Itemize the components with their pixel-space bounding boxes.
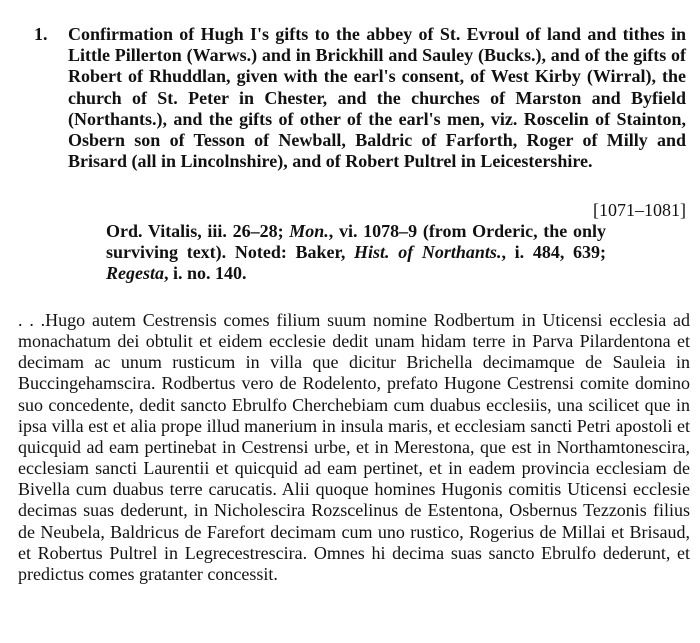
refs-hist: Hist. of Northants. bbox=[354, 242, 502, 262]
entry-number: 1. bbox=[34, 24, 48, 44]
refs-text-3: , i. 484, 639; bbox=[501, 242, 606, 262]
latin-text: . . .Hugo autem Cestrensis comes filium suum nomine Rodbertum in Uticensi ecclesia ad monachatum dei obtulit et eidem ecclesie dedit unam hidam terre in Parva Pilardentona et decimam ac unum rusticum in villa que dicitur Brichella decimamque de Sauleia in Buccingehamscira. Rodbertus vero de Rodelento, prefato Hugone Cestrensi comite domino suo concedente, dedit sancto Ebrulfo Cherchebiam cum duabus ecclesiis, una scilicet que in ipsa villa est et alia prope illud manerium in insula maris, et ecclesiam sancti Petri apostoli et quicquid ad eam pertinebat in Cestrensi urbe, et in Merestona, que est in Northamtonescira, ecclesiam sancti Laurentii et quicquid ad eam pertinet, et in eadem provincia ecclesiam de Bivella cum duabus terre carucatis. Alii quoque homines Hugonis comitis Uticensi ecclesie decimas suas dederunt, in Nicholescira Rozscelinus de Estentona, Osbernus Tezzonis filius de Neubela, Baldricus de Farefort decimam cum uno rustico, Rogerius de Millai et Brisaud, et Robertus Pultrel in Legrecestrescira. Omnes hi decima suas sancto Ebrulfo dederunt, et predictus comes gratanter concessit. bbox=[18, 310, 690, 584]
entry-summary: Confirmation of Hugh I's gifts to the abbey of St. Evroul of land and tithes in Little Pillerton (Warws.) and in Brickhill and Sauley (Bucks.), and of the gifts of Robert of Rhuddlan, given with the earl's consent, of West Kirby (Wirral), the church of St. Peter in Chester, and the churches of Marston and Byfield (Northants.), and the gifts of other of the earl's men, viz. Roscelin of Stainton, Osbern son of Tesson of Newball, Baldric of Farforth, Roger of Milly and Brisard (all in Lincolnshire), and of Robert Pultrel in Leicestershire. bbox=[68, 24, 686, 172]
refs-text-4: , i. no. 140. bbox=[164, 263, 247, 283]
entry-date: [1071–1081] bbox=[593, 200, 686, 220]
source-references bbox=[106, 221, 606, 284]
refs-text-2: , vi. 1078–9 (from Orderic, the only surviving text). Noted: Baker, bbox=[106, 221, 606, 262]
refs-regesta: Regesta bbox=[106, 263, 164, 283]
refs-text-1: Ord. Vitalis, iii. 26–28; bbox=[106, 221, 290, 241]
refs-mon: Mon. bbox=[289, 221, 329, 241]
